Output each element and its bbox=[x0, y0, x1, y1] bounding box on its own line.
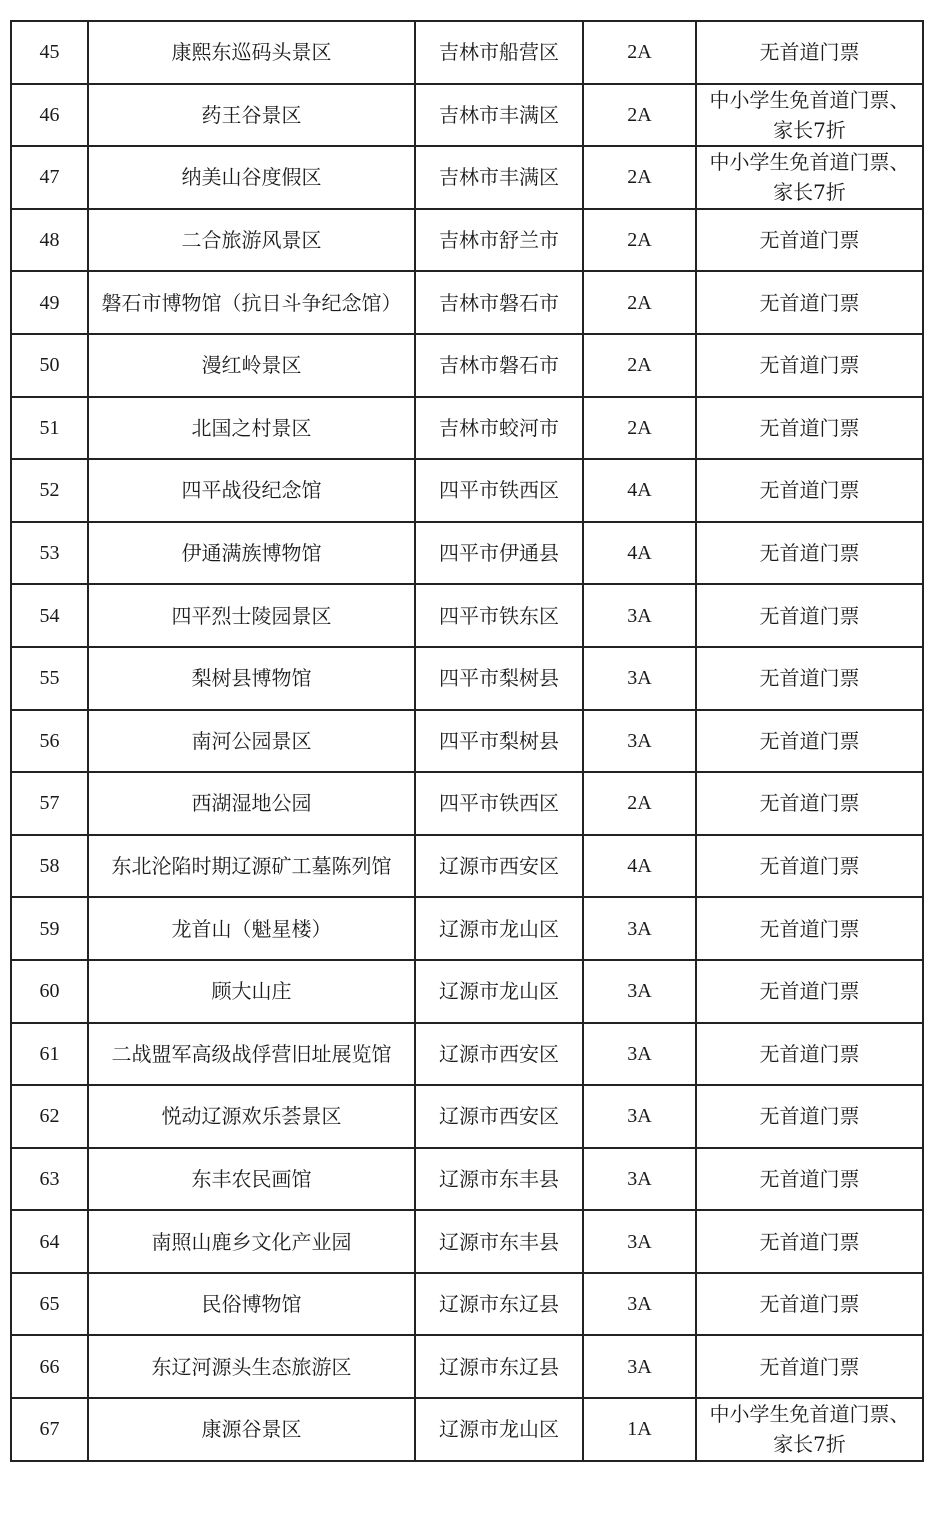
ticket-policy-cell: 无首道门票 bbox=[696, 710, 923, 773]
ticket-policy-cell: 中小学生免首道门票、家长7折 bbox=[696, 84, 923, 147]
location-cell: 四平市铁东区 bbox=[415, 584, 583, 647]
scenic-name-cell: 东北沦陷时期辽源矿工墓陈列馆 bbox=[88, 835, 415, 898]
table-row bbox=[11, 397, 923, 460]
scenic-name-cell: 北国之村景区 bbox=[88, 397, 415, 460]
ticket-policy-cell: 无首道门票 bbox=[696, 21, 923, 84]
row-number-cell: 54 bbox=[11, 584, 88, 647]
ticket-policy-cell: 无首道门票 bbox=[696, 1210, 923, 1273]
level-cell: 3A bbox=[583, 1023, 696, 1086]
ticket-policy-cell: 无首道门票 bbox=[696, 459, 923, 522]
table-row bbox=[11, 772, 923, 835]
location-cell: 辽源市西安区 bbox=[415, 1023, 583, 1086]
location-cell: 四平市铁西区 bbox=[415, 459, 583, 522]
row-number-cell: 48 bbox=[11, 209, 88, 272]
row-number-cell: 57 bbox=[11, 772, 88, 835]
scenic-name-cell: 康熙东巡码头景区 bbox=[88, 21, 415, 84]
level-cell: 3A bbox=[583, 960, 696, 1023]
table-body bbox=[11, 21, 923, 1461]
level-cell: 4A bbox=[583, 522, 696, 585]
location-cell: 辽源市龙山区 bbox=[415, 897, 583, 960]
level-cell: 2A bbox=[583, 209, 696, 272]
table-row bbox=[11, 84, 923, 147]
row-number-cell: 65 bbox=[11, 1273, 88, 1336]
row-number-cell: 56 bbox=[11, 710, 88, 773]
table-row bbox=[11, 1148, 923, 1211]
level-cell: 3A bbox=[583, 1210, 696, 1273]
ticket-policy-cell: 无首道门票 bbox=[696, 584, 923, 647]
table-row bbox=[11, 710, 923, 773]
location-cell: 四平市梨树县 bbox=[415, 710, 583, 773]
ticket-policy-cell: 中小学生免首道门票、家长7折 bbox=[696, 1398, 923, 1461]
row-number-cell: 51 bbox=[11, 397, 88, 460]
level-cell: 2A bbox=[583, 21, 696, 84]
row-number-cell: 63 bbox=[11, 1148, 88, 1211]
scenic-name-cell: 南河公园景区 bbox=[88, 710, 415, 773]
ticket-policy-cell: 无首道门票 bbox=[696, 897, 923, 960]
table-row bbox=[11, 1210, 923, 1273]
ticket-policy-cell: 无首道门票 bbox=[696, 647, 923, 710]
table-row bbox=[11, 459, 923, 522]
row-number-cell: 53 bbox=[11, 522, 88, 585]
location-cell: 辽源市龙山区 bbox=[415, 1398, 583, 1461]
table-row bbox=[11, 522, 923, 585]
location-cell: 辽源市西安区 bbox=[415, 835, 583, 898]
row-number-cell: 64 bbox=[11, 1210, 88, 1273]
row-number-cell: 58 bbox=[11, 835, 88, 898]
table-row bbox=[11, 146, 923, 209]
scenic-name-cell: 药王谷景区 bbox=[88, 84, 415, 147]
scenic-name-cell: 西湖湿地公园 bbox=[88, 772, 415, 835]
scenic-name-cell: 龙首山（魁星楼） bbox=[88, 897, 415, 960]
table-row bbox=[11, 647, 923, 710]
scenic-name-cell: 四平烈士陵园景区 bbox=[88, 584, 415, 647]
ticket-policy-cell: 无首道门票 bbox=[696, 209, 923, 272]
scenic-area-table bbox=[10, 20, 924, 1462]
ticket-policy-cell: 无首道门票 bbox=[696, 1335, 923, 1398]
scenic-name-cell: 悦动辽源欢乐荟景区 bbox=[88, 1085, 415, 1148]
scenic-name-cell: 二战盟军高级战俘营旧址展览馆 bbox=[88, 1023, 415, 1086]
scenic-name-cell: 四平战役纪念馆 bbox=[88, 459, 415, 522]
scenic-name-cell: 康源谷景区 bbox=[88, 1398, 415, 1461]
scenic-name-cell: 漫红岭景区 bbox=[88, 334, 415, 397]
row-number-cell: 47 bbox=[11, 146, 88, 209]
row-number-cell: 52 bbox=[11, 459, 88, 522]
ticket-policy-cell: 无首道门票 bbox=[696, 1148, 923, 1211]
scenic-name-cell: 磐石市博物馆（抗日斗争纪念馆） bbox=[88, 271, 415, 334]
row-number-cell: 61 bbox=[11, 1023, 88, 1086]
row-number-cell: 46 bbox=[11, 84, 88, 147]
location-cell: 吉林市丰满区 bbox=[415, 84, 583, 147]
ticket-policy-cell: 无首道门票 bbox=[696, 334, 923, 397]
ticket-policy-cell: 无首道门票 bbox=[696, 835, 923, 898]
location-cell: 吉林市磐石市 bbox=[415, 334, 583, 397]
location-cell: 吉林市磐石市 bbox=[415, 271, 583, 334]
level-cell: 3A bbox=[583, 1335, 696, 1398]
level-cell: 3A bbox=[583, 584, 696, 647]
table-row bbox=[11, 334, 923, 397]
level-cell: 4A bbox=[583, 835, 696, 898]
ticket-policy-cell: 无首道门票 bbox=[696, 271, 923, 334]
scenic-name-cell: 纳美山谷度假区 bbox=[88, 146, 415, 209]
location-cell: 吉林市丰满区 bbox=[415, 146, 583, 209]
level-cell: 2A bbox=[583, 772, 696, 835]
location-cell: 吉林市船营区 bbox=[415, 21, 583, 84]
level-cell: 3A bbox=[583, 1148, 696, 1211]
row-number-cell: 50 bbox=[11, 334, 88, 397]
level-cell: 4A bbox=[583, 459, 696, 522]
scenic-area-table-page bbox=[10, 20, 922, 1462]
level-cell: 3A bbox=[583, 1085, 696, 1148]
scenic-name-cell: 东丰农民画馆 bbox=[88, 1148, 415, 1211]
table-row bbox=[11, 209, 923, 272]
table-row bbox=[11, 1398, 923, 1461]
location-cell: 辽源市西安区 bbox=[415, 1085, 583, 1148]
row-number-cell: 49 bbox=[11, 271, 88, 334]
level-cell: 3A bbox=[583, 897, 696, 960]
table-row bbox=[11, 271, 923, 334]
table-row bbox=[11, 1335, 923, 1398]
ticket-policy-cell: 无首道门票 bbox=[696, 1085, 923, 1148]
scenic-name-cell: 南照山鹿乡文化产业园 bbox=[88, 1210, 415, 1273]
scenic-name-cell: 东辽河源头生态旅游区 bbox=[88, 1335, 415, 1398]
row-number-cell: 59 bbox=[11, 897, 88, 960]
ticket-policy-cell: 无首道门票 bbox=[696, 1273, 923, 1336]
location-cell: 四平市铁西区 bbox=[415, 772, 583, 835]
level-cell: 2A bbox=[583, 334, 696, 397]
scenic-name-cell: 顾大山庄 bbox=[88, 960, 415, 1023]
location-cell: 辽源市龙山区 bbox=[415, 960, 583, 1023]
location-cell: 辽源市东辽县 bbox=[415, 1335, 583, 1398]
ticket-policy-cell: 无首道门票 bbox=[696, 772, 923, 835]
level-cell: 2A bbox=[583, 84, 696, 147]
level-cell: 2A bbox=[583, 397, 696, 460]
location-cell: 辽源市东辽县 bbox=[415, 1273, 583, 1336]
ticket-policy-cell: 无首道门票 bbox=[696, 1023, 923, 1086]
ticket-policy-cell: 中小学生免首道门票、家长7折 bbox=[696, 146, 923, 209]
row-number-cell: 55 bbox=[11, 647, 88, 710]
level-cell: 2A bbox=[583, 271, 696, 334]
row-number-cell: 62 bbox=[11, 1085, 88, 1148]
table-row bbox=[11, 21, 923, 84]
location-cell: 辽源市东丰县 bbox=[415, 1210, 583, 1273]
ticket-policy-cell: 无首道门票 bbox=[696, 397, 923, 460]
scenic-name-cell: 伊通满族博物馆 bbox=[88, 522, 415, 585]
row-number-cell: 45 bbox=[11, 21, 88, 84]
location-cell: 吉林市蛟河市 bbox=[415, 397, 583, 460]
scenic-name-cell: 梨树县博物馆 bbox=[88, 647, 415, 710]
table-row bbox=[11, 835, 923, 898]
level-cell: 3A bbox=[583, 1273, 696, 1336]
row-number-cell: 67 bbox=[11, 1398, 88, 1461]
table-row bbox=[11, 1023, 923, 1086]
scenic-name-cell: 民俗博物馆 bbox=[88, 1273, 415, 1336]
table-row bbox=[11, 584, 923, 647]
level-cell: 3A bbox=[583, 647, 696, 710]
row-number-cell: 66 bbox=[11, 1335, 88, 1398]
location-cell: 四平市伊通县 bbox=[415, 522, 583, 585]
ticket-policy-cell: 无首道门票 bbox=[696, 522, 923, 585]
table-row bbox=[11, 897, 923, 960]
level-cell: 2A bbox=[583, 146, 696, 209]
row-number-cell: 60 bbox=[11, 960, 88, 1023]
table-row bbox=[11, 1273, 923, 1336]
location-cell: 四平市梨树县 bbox=[415, 647, 583, 710]
table-row bbox=[11, 1085, 923, 1148]
table-row bbox=[11, 960, 923, 1023]
location-cell: 辽源市东丰县 bbox=[415, 1148, 583, 1211]
level-cell: 1A bbox=[583, 1398, 696, 1461]
level-cell: 3A bbox=[583, 710, 696, 773]
location-cell: 吉林市舒兰市 bbox=[415, 209, 583, 272]
scenic-name-cell: 二合旅游风景区 bbox=[88, 209, 415, 272]
ticket-policy-cell: 无首道门票 bbox=[696, 960, 923, 1023]
